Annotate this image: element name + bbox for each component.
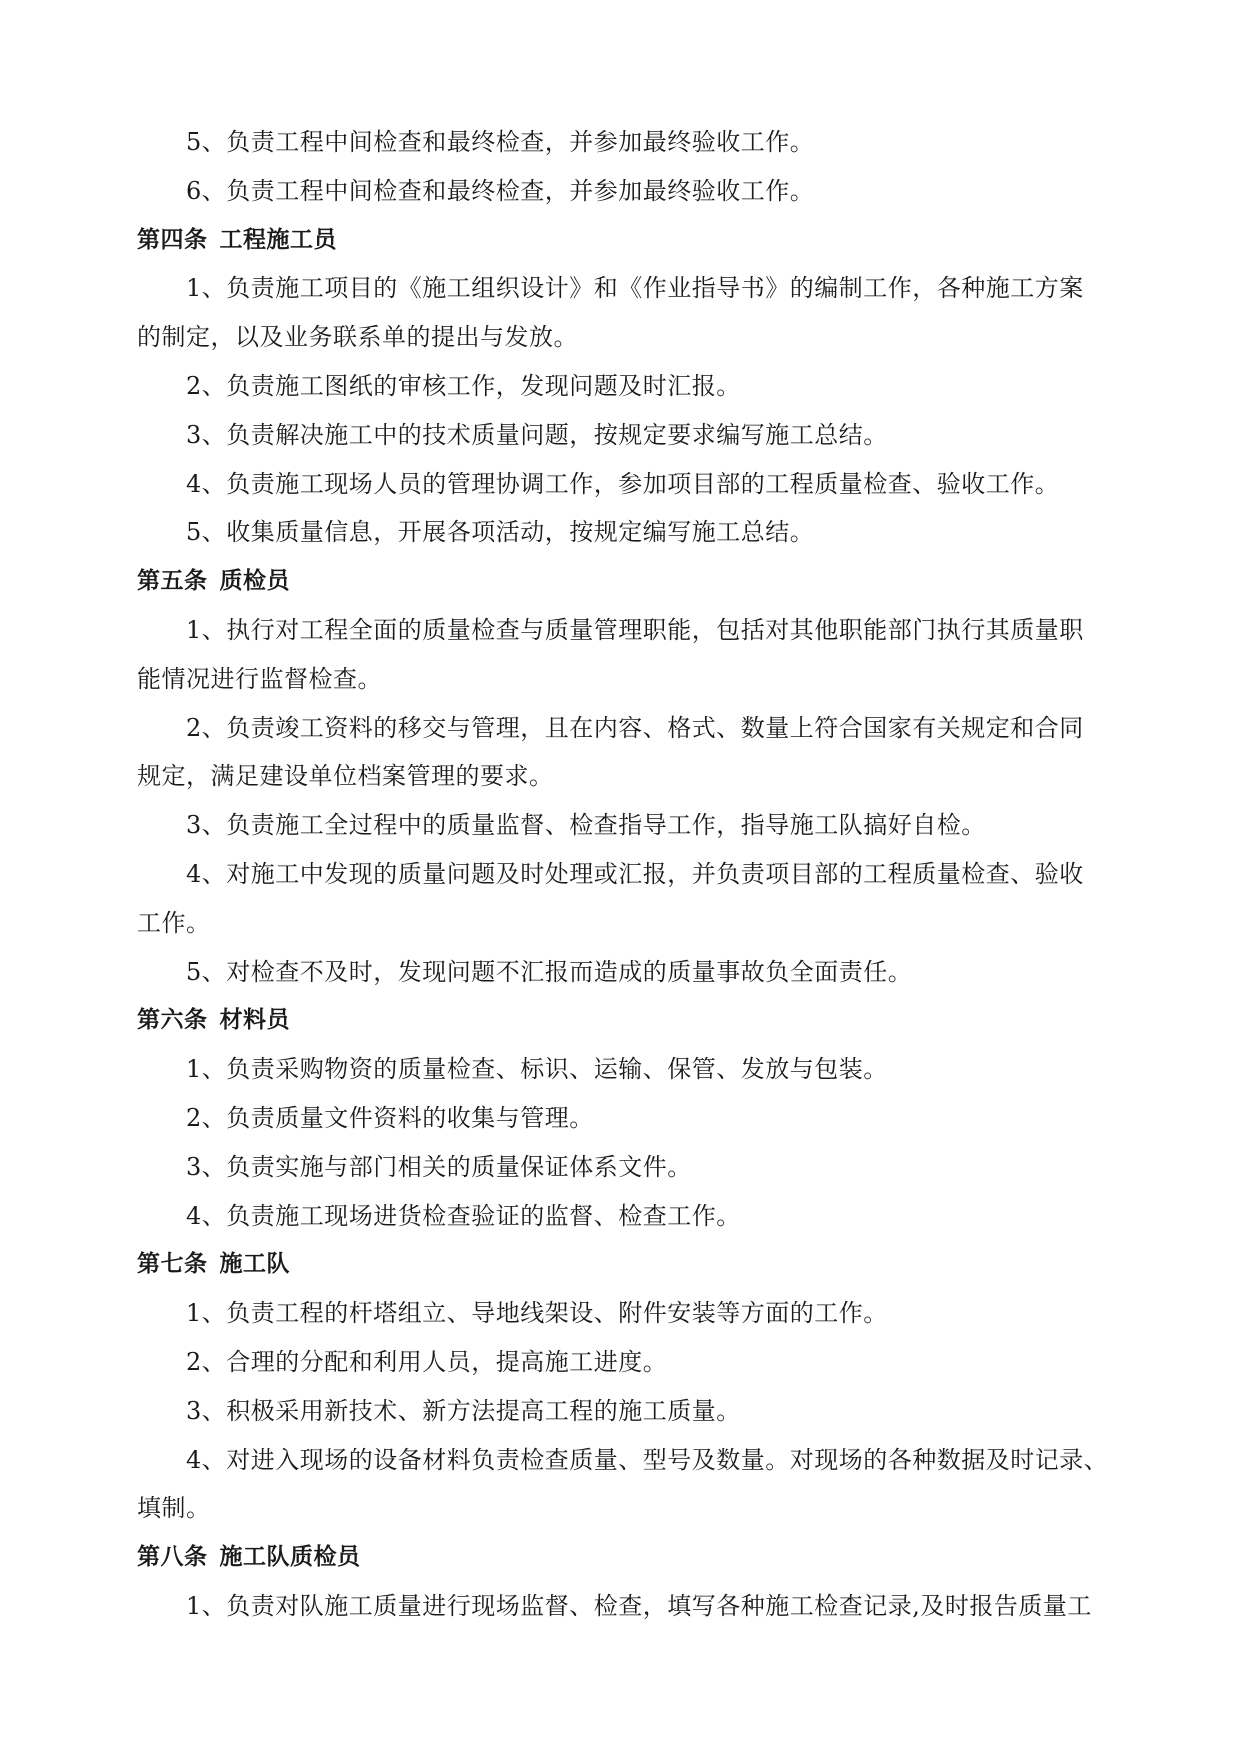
article-number: 第六条 (137, 1007, 208, 1034)
list-item-continuation: 填制。 (137, 1494, 211, 1523)
list-item-continuation: 能情况进行监督检查。 (137, 664, 382, 693)
list-item: 2、负责竣工资料的移交与管理，且在内容、格式、数量上符合国家有关规定和合同 (186, 713, 1084, 742)
article-title: 质检员 (219, 568, 290, 595)
list-item: 2、负责施工图纸的审核工作，发现问题及时汇报。 (186, 371, 741, 400)
list-item: 1、负责工程的杆塔组立、导地线架设、附件安装等方面的工作。 (186, 1299, 888, 1328)
list-item: 3、负责实施与部门相关的质量保证体系文件。 (186, 1152, 692, 1181)
list-item-continuation: 工作。 (137, 908, 211, 937)
list-item: 3、积极采用新技术、新方法提高工程的施工质量。 (186, 1396, 741, 1425)
article-heading (137, 1240, 1112, 1289)
list-item: 4、负责施工现场人员的管理协调工作，参加项目部的工程质量检查、验收工作。 (186, 469, 1060, 498)
list-item: 4、负责施工现场进货检查验证的监督、检查工作。 (186, 1201, 741, 1230)
list-item: 1、负责采购物资的质量检查、标识、运输、保管、发放与包装。 (186, 1055, 888, 1084)
document-page (137, 118, 1112, 1631)
article-title: 工程施工员 (219, 226, 337, 253)
list-item: 2、合理的分配和利用人员，提高施工进度。 (186, 1347, 668, 1376)
list-item: 5、对检查不及时，发现问题不汇报而造成的质量事故负全面责任。 (186, 957, 913, 986)
list-item: 2、负责质量文件资料的收集与管理。 (186, 1103, 594, 1132)
article-heading (137, 557, 1112, 606)
list-item: 3、负责施工全过程中的质量监督、检查指导工作，指导施工队搞好自检。 (186, 811, 986, 840)
article-number: 第五条 (137, 568, 208, 595)
article-title: 材料员 (219, 1007, 290, 1034)
list-item: 6、负责工程中间检查和最终检查，并参加最终验收工作。 (186, 176, 815, 205)
list-item-continuation: 的制定，以及业务联系单的提出与发放。 (137, 323, 578, 352)
article-heading (137, 216, 1112, 265)
article-number: 第七条 (137, 1251, 208, 1278)
article-title: 施工队质检员 (219, 1544, 361, 1571)
article-heading (137, 996, 1112, 1045)
list-item: 1、负责施工项目的《施工组织设计》和《作业指导书》的编制工作，各种施工方案 (186, 274, 1084, 303)
list-item: 4、对进入现场的设备材料负责检查质量、型号及数量。对现场的各种数据及时记录、 (186, 1445, 1109, 1474)
list-item-continuation: 规定，满足建设单位档案管理的要求。 (137, 762, 554, 791)
list-item: 3、负责解决施工中的技术质量问题，按规定要求编写施工总结。 (186, 420, 888, 449)
article-title: 施工队 (219, 1251, 290, 1278)
article-number: 第八条 (137, 1544, 208, 1571)
article-number: 第四条 (137, 226, 208, 253)
list-item: 1、负责对队施工质量进行现场监督、检查，填写各种施工检查记录,及时报告质量工 (186, 1591, 1092, 1620)
list-item: 5、收集质量信息，开展各项活动，按规定编写施工总结。 (186, 518, 815, 547)
article-heading (137, 1533, 1112, 1582)
list-item: 4、对施工中发现的质量问题及时处理或汇报，并负责项目部的工程质量检查、验收 (186, 859, 1084, 888)
list-item: 5、负责工程中间检查和最终检查，并参加最终验收工作。 (186, 128, 815, 156)
list-item: 1、执行对工程全面的质量检查与质量管理职能，包括对其他职能部门执行其质量职 (186, 615, 1084, 644)
